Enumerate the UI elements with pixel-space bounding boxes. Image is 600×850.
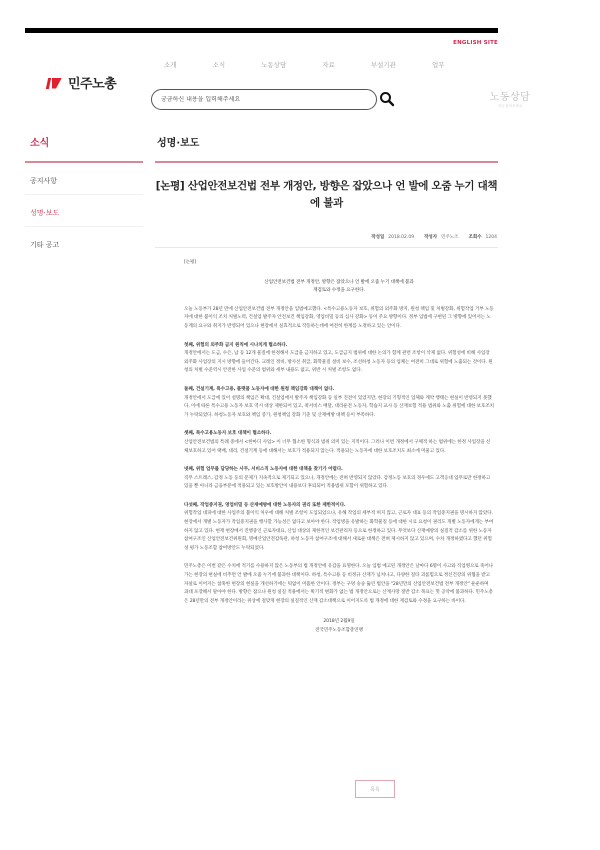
nav-item-counsel[interactable]: 노동상담 [261, 61, 287, 69]
top-bar [25, 28, 498, 33]
article-paragraph: 오늘 노동부가 28년 만에 산업안전보건법 전부 개정안을 입법예고했다. <특수고용노동자 보호, 위험의 외주화 방지, 원청 책임 및 처벌강화, 위험작업 거부 노동자에 대한 불이익 조치 처벌노력, 건설업 발주자 안전보건 책임강화, 영업비밀 등의 심사 강화> 등이 주요 방향이다. 정부 입법에 구현된 그 방향에 있어서는 노동계의 요구와 취지가 반영되어 있으나 현장에서 실효적으로 작동하는데에 여전히 한계를 노정하고 있는 안이다. [184, 306, 494, 329]
article-paragraph: 셋째, 특수고용노동자 보호 대책이 협소하다. 산업안전보건법의 특례 중에서 <한마디 사업> 이 너무 협소한 형식과 범위 의미 있는 지적이다. 그러나 이번 개정에서 구체적 하는 범위에는 한정 사업장을 신체보호하고 있어 택배, 대리, 건설기계 등에 대해서는 보호가 적용되지 않는다. 적용되는 노동자에 대한 보호조치도 최소에 머물고 있다. [184, 431, 491, 454]
article-lead: 산업안전보건법 전부 개정안, 방향은 잡았으나 언 발에 오줌 누기 대책에 불과 재검토와 수정을 요구한다. [264, 279, 414, 294]
article-tag: [논평] [184, 260, 197, 265]
main-nav [158, 60, 481, 69]
nav-item-business[interactable]: 업무 [431, 61, 445, 69]
search-box [151, 89, 377, 110]
nav-item-resources[interactable]: 자료 [322, 61, 335, 69]
meta-views: 조회수 1204 [468, 235, 497, 240]
counsel-title: 노동상담 [489, 92, 531, 103]
nav-item-affiliates[interactable]: 부설기관 [370, 61, 396, 69]
article-paragraph: 다섯째, 작업중지권, 영업비밀 등 산재예방에 대한 노동자의 권리 또한 제한적이다. 위험작업 대피에 대한 사업주의 불이익 처우에 대해 처벌 조항이 도입되었으나, 유해 작업의 세부적 허지 않고, 근로자 대표 등의 작업중지권을 명시하지 않았다. 현장에서 개별 노동자가 작업중지권을 행사할 가능성은 없다고 보아야 한다. 작업병을 유발하는 화학물질 등에 대한 시료 요청이 권리도 개별 노동자에게는 부여하지 않고 있다. 현재 현장에서 진행중인 근로자대표, 산업 대상의 제한적인 보건관리자 등으로 한정하고 있다. 무엇보다 산재예방의 실질적 감소를 위한 노동자 참여구조인 산업안전보건위원회, 명예산업안전감독관, 하청 노동자 참여구조에 대해서 새로운 대책은 전혀 제시하지 않고 있으며, 수차 개정하였다고 했던 위험성 평가 노동조합 참여방안도 누락되었다. [184, 502, 494, 551]
article-paragraph: 민주노총은 이번 같은 수치에 적기를 수용하지 않은 노동부의 법 개정안에 유감을 표명한다. 오늘 입법 예고된 개정안은 날마다 6명이 사고와 직업병으로 죽어나가는 현장의 현실에 비추면 언 발에 오줌 누기에 불과한 대책이다. 하청, 특수고용 등 비정규 산재가 넘쳐나고, 다양한 질타 괴롭힘으로 정신건강의 위협을 받고 자살로 이어지는 참혹한 현장의 현실을 개선하기에는 턱없이 미흡한 안이다. 정부는 구멍 숭숭 뚫린 법안을 "28년만의 산업안전보건법 전부 개정안" 운운하며 과대 포장해서 말아야 한다. 방향은 잡으나 원청 실질 적용에서는 획기적 변화가 없는 법 개정안으로는 산재사망 절반 감소 목표는 헛 공약에 불과하다. 민주노총은 28년만의 전부 개정안이라는 위상에 걸맞게 현장의 실질적인 산재 감소대책으로 이어지도록 법 개정에 대한 재검토와 수정을 요구하는 바이다. [184, 564, 493, 604]
sidebar-item-other-notices[interactable]: 기타 공고 [30, 241, 60, 249]
list-button[interactable]: 목록 [355, 780, 395, 798]
sidebar-item-notice[interactable]: 공지사항 [25, 163, 143, 195]
sidebar-menu [25, 163, 143, 258]
nav-item-about[interactable]: 소개 [164, 61, 177, 69]
search-button[interactable] [379, 91, 395, 107]
meta-author: 작성자 민주노조 [424, 235, 459, 240]
title-divider [155, 161, 498, 163]
article-signature: 2018년 2월9일 전국민주노동조합총연맹 [315, 619, 363, 633]
article-paragraph: 둘째, 건설기계, 특수고용, 플랫폼 노동자에 대한 원청 책임강화 대책이 없다. 개정안에서 도급에 있어 설명의 책임은 확대, 건설업에서 발주자 책임강화 등 일부 진전이 있었지만, 현장의 기형적인 업체와 계약 행태는 현실이 반영되지 못했다. 이에 따른 특수고용 노동자 보호 역시 대상 제한되어 있고, 퀵서비스 배달, 대리운전 노동자, 학습지 교사 등 산재보험 적용 범위와 노출 위험에 대한 보호조치가 누락되었다. 하청노동자 보호와 책임 증가, 원청책임 강화 기준 및 산재예방 대책 등이 부족하다. [184, 386, 494, 418]
counsel-link[interactable] [440, 88, 580, 109]
page-title: 성명·보도 [157, 138, 200, 149]
sidebar-title: 소식 [30, 138, 50, 149]
search-icon [379, 91, 395, 107]
article-body [184, 259, 494, 636]
article-title: [논평] 산업안전보건법 전부 개정안, 방향은 잡았으나 언 발에 오줌 누기 대책에 불과 [155, 180, 498, 209]
counsel-subtitle: 지금 물어보세요 [497, 104, 523, 108]
nav-item-news[interactable]: 소식 [212, 61, 226, 69]
sidebar-item-statements[interactable]: 성명·보도 [25, 195, 143, 227]
logo[interactable] [47, 73, 116, 92]
search-input[interactable] [161, 96, 361, 103]
article-paragraph: 첫째, 위험의 외주화 금지 원칙에 시나치게 협소하다. 개정안에서는 도금, 수은, 납 등 12개 물질에 한정해서 도급을 금지하고 있고, 도급금지 범위에 대한 논의가 함께 관련 조항이 삭제 없다. 위험성에 비해 사업장 외주화 사업장의 지시 방향에 들어간다. 크레인 정비, 방사선 취급, 화학물질 설비 보수, 조선하청 노동자 등의 업체는 여전히 그대로 위험에 노출되는 것이다. 원청의 처벌 수준역시 안전한 사업 수준의 범위와 세부 내용도 없고, 위반 시 처벌 조항도 없다. [184, 342, 493, 374]
article-paragraph: 넷째, 위험 업무를 담당하는 사무, 서비스직 노동자에 대한 대책을 찾기가 어렵다. 직무 스트레스, 감정 노동 등의 문제가 지속적으로 제기되고 있으나, 개정안에는 전혀 반영되지 않았다. 감정노동 보호의 경우에도 고객응대 업무로만 한정하고 있을 뿐 아니라 금융부분에 적용되고 있는 보호방안이 내용보다 후퇴되어 적용범위 포함이 위험하고 있다. [184, 467, 491, 490]
article-meta [371, 234, 497, 240]
logo-mark-icon [47, 77, 65, 89]
meta-date: 작성일 2018.02.09 [371, 235, 415, 240]
logo-text: 민주노총 [68, 77, 117, 92]
english-site-link[interactable]: ENGLISH SITE [453, 40, 498, 46]
meta-divider [155, 247, 498, 248]
